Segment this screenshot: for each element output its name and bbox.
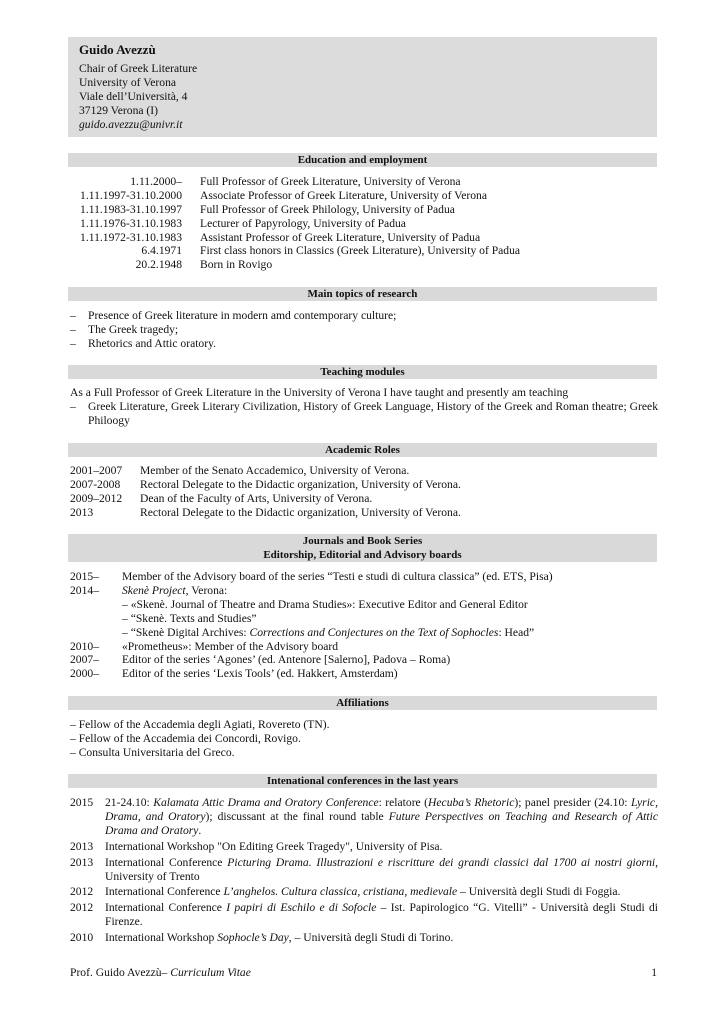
journal-row: 2010– «Prometheus»: Member of the Advisory board xyxy=(70,639,339,653)
education-text: Born in Rovigo xyxy=(200,258,273,272)
conference-row: 2012 International Conference I papiri di Eschilo e di Sofocle – Ist. Papirologico “G. Vitelli” - Università degli Studi di Firenze. xyxy=(70,901,658,929)
education-text: Assistant Professor of Greek Literature, University of Padua xyxy=(200,230,481,244)
role-row xyxy=(70,506,658,520)
role-text: Member of the Senato Accademico, University of Verona. xyxy=(140,464,410,477)
journal-row: 2007– Editor of the series ‘Agones’ (ed. Antenore [Salerno], Padova – Roma) xyxy=(70,653,451,667)
education-date: 6.4.1971 xyxy=(141,244,182,258)
education-row xyxy=(70,217,658,231)
journal-row: 2000– Editor of the series ‘Lexis Tools’ (ed. Hakkert, Amsterdam) xyxy=(70,667,398,681)
conference-row: 2012 International Conference L’anghelos. Cultura classica, cristiana, medievale – Università degli Studi di Foggia. xyxy=(70,885,621,899)
role-text: Dean of the Faculty of Arts, University of Verona. xyxy=(140,491,373,505)
list-item: – Consulta Universitaria del Greco. xyxy=(70,745,235,759)
address-line: 37129 Verona (I) xyxy=(79,104,158,117)
education-date: 1.11.1976-31.10.1983 xyxy=(80,216,182,230)
education-date: 1.11.1972-31.10.1983 xyxy=(80,230,182,244)
conference-row: 2010 International Workshop Sophocle’s Day, – Università degli Studi di Torino. xyxy=(70,931,454,945)
footer-title: Prof. Guido Avezzù– Curriculum Vitae xyxy=(70,966,251,979)
education-date: 20.2.1948 xyxy=(135,258,182,272)
teaching-content xyxy=(70,386,658,428)
list-item: – Greek Literature, Greek Literary Civilization, History of Greek Language, History of the Greek and Roman theatre; Greek Philoogy xyxy=(70,400,658,427)
role-text: Rectoral Delegate to the Didactic organization, University of Verona. xyxy=(140,505,461,519)
education-text: First class honors in Classics (Greek Literature), University of Padua xyxy=(200,244,521,258)
role-row xyxy=(70,492,658,506)
conferences-list xyxy=(70,796,658,947)
education-row xyxy=(70,244,658,258)
journal-row: 2015– Member of the Advisory board of the series “Testi e studi di cultura classica” (ed. ETS, Pisa) xyxy=(70,570,553,583)
list-item: – Rhetorics and Attic oratory. xyxy=(70,336,217,350)
page-footer xyxy=(70,966,657,980)
roles-list xyxy=(70,464,658,520)
education-date: 1.11.1997-31.10.2000 xyxy=(80,188,182,202)
address-line: Chair of Greek Literature xyxy=(79,62,198,75)
section-heading-affiliations: Affiliations xyxy=(68,696,657,710)
conference-row: 2015 21-24.10: Kalamata Attic Drama and Oratory Conference: relatore (Hecuba’s Rhetoric); panel presider (24.10: Lyric, Drama, and Oratory); discussant at the final round table Future Perspectives on Teaching and Research of Attic Drama and Oratory. xyxy=(70,796,658,837)
affiliations-list xyxy=(70,718,658,760)
email-link[interactable]: guido.avezzu@univr.it xyxy=(79,118,183,131)
education-row xyxy=(70,203,658,217)
role-year: 2001–2007 xyxy=(70,464,123,477)
section-heading-journals: Journals and Book Series Editorship, Editorial and Advisory boards xyxy=(68,534,657,562)
education-text: Associate Professor of Greek Literature, University of Verona xyxy=(200,188,487,202)
education-row xyxy=(70,189,658,203)
education-list xyxy=(70,175,658,272)
section-heading-conferences: Intenational conferences in the last years xyxy=(68,774,657,788)
journals-list xyxy=(70,570,658,681)
education-row xyxy=(70,175,658,189)
education-date: 1.11.2000– xyxy=(130,175,182,188)
author-name: Guido Avezzù xyxy=(79,42,156,57)
conference-row: 2013 International Workshop "On Editing Greek Tragedy", University of Pisa. xyxy=(70,839,443,853)
section-heading-roles: Academic Roles xyxy=(68,443,657,457)
teaching-intro: As a Full Professor of Greek Literature in the University of Verona I have taught and presently am teaching xyxy=(70,386,569,399)
education-text: Full Professor of Greek Literature, University of Verona xyxy=(200,175,461,188)
role-row xyxy=(70,464,658,478)
role-year: 2013 xyxy=(70,505,94,519)
education-text: Lecturer of Papyrology, University of Padua xyxy=(200,216,406,230)
role-row xyxy=(70,478,658,492)
role-year: 2007-2008 xyxy=(70,477,121,491)
journal-subitem: – “Skenè. Texts and Studies” xyxy=(122,611,257,625)
contact-header xyxy=(68,37,657,137)
list-item: – The Greek tragedy; xyxy=(70,322,179,336)
section-heading-teaching: Teaching modules xyxy=(68,365,657,379)
section-heading-education: Education and employment xyxy=(68,153,657,167)
role-year: 2009–2012 xyxy=(70,491,123,505)
section-heading-research: Main topics of research xyxy=(68,287,657,301)
list-item: – Presence of Greek literature in modern amd contemporary culture; xyxy=(70,309,397,322)
address-line: University of Verona xyxy=(79,76,177,89)
list-item: – Fellow of the Accademia dei Concordi, Rovigo. xyxy=(70,731,301,745)
journal-subitem: – “Skenè Digital Archives: Corrections and Conjectures on the Text of Sophocles: Head” xyxy=(122,625,535,639)
education-date: 1.11.1983-31.10.1997 xyxy=(80,202,182,216)
education-row xyxy=(70,258,658,272)
journal-row: 2014– Skenè Project, Verona: xyxy=(70,583,228,597)
address-line: Viale dell’Università, 4 xyxy=(79,90,188,103)
education-text: Full Professor of Greek Philology, University of Padua xyxy=(200,202,455,216)
education-row xyxy=(70,231,658,245)
research-list xyxy=(70,309,658,350)
conference-row: 2013 International Conference Picturing Drama. Illustrazioni e riscritture dei grandi classici dal 1700 ai nostri giorni, University of Trento xyxy=(70,855,658,883)
list-item: – Fellow of the Accademia degli Agiati, Rovereto (TN). xyxy=(70,718,330,731)
page-number: 1 xyxy=(651,966,657,979)
journal-subitem: – «Skenè. Journal of Theatre and Drama Studies»: Executive Editor and General Editor xyxy=(122,597,528,611)
role-text: Rectoral Delegate to the Didactic organization, University of Verona. xyxy=(140,477,461,491)
